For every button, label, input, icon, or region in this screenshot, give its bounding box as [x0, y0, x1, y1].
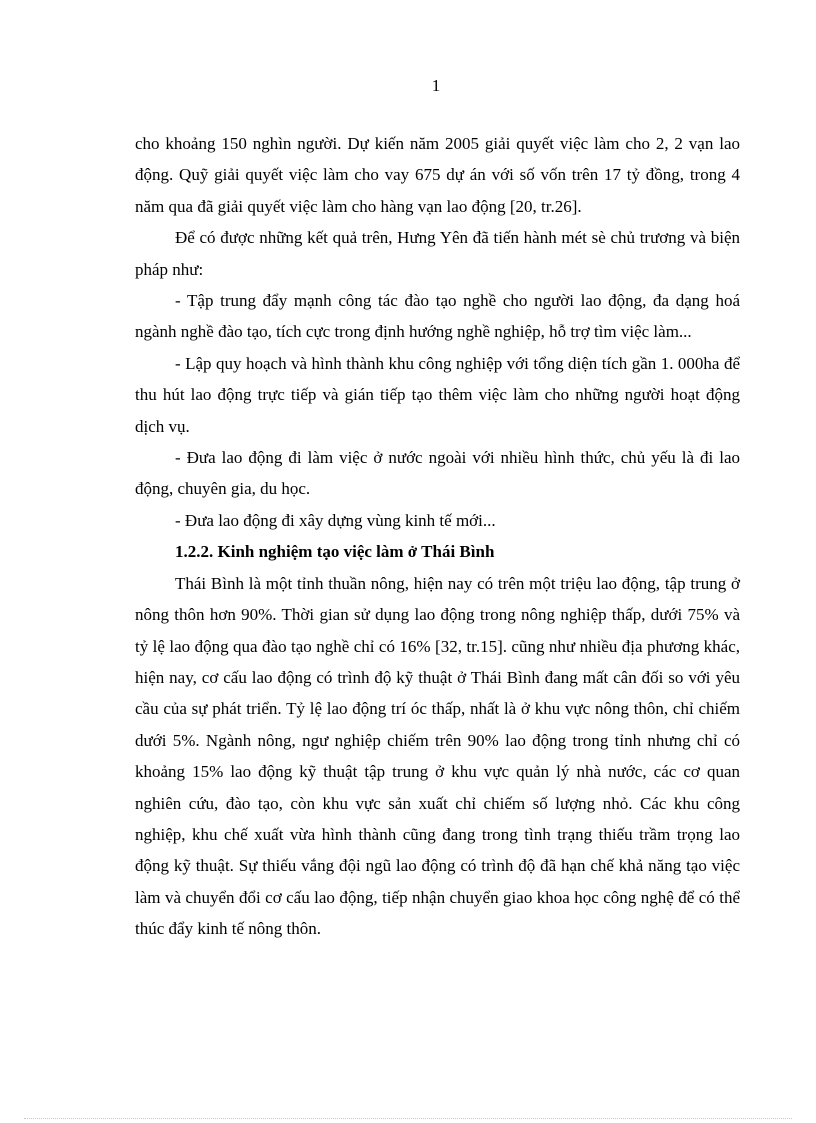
list-item-training: - Tập trung đẩy mạnh công tác đào tạo nghề cho người lao động, đa dạng hoá ngành nghề đào tạo, tích cực trong định hướng nghề nghiệp, hỗ trợ tìm việc làm...: [135, 291, 740, 342]
list-item-overseas-labor: - Đưa lao động đi làm việc ở nước ngoài với nhiều hình thức, chủ yếu là đi lao động, chuyên gia, du học.: [135, 448, 740, 499]
paragraph-continuation: cho khoảng 150 nghìn người. Dự kiến năm 2005 giải quyết việc làm cho 2, 2 vạn lao động. Quỹ giải quyết việc làm cho vay 675 dự án với số vốn trên 17 tỷ đồng, trong 4 năm qua đã giải quyết việc làm cho hàng vạn lao động [20, tr.26].: [135, 134, 740, 216]
list-item-new-economic-zone: - Đưa lao động đi xây dựng vùng kinh tế mới...: [175, 510, 496, 530]
list-item-industrial-zone: - Lập quy hoạch và hình thành khu công nghiệp với tổng diện tích gần 1. 000ha để thu hút lao động trực tiếp và gián tiếp tạo thêm việc làm cho những người hoạt động dịch vụ.: [135, 353, 740, 436]
page-bottom-divider: [24, 1118, 792, 1119]
paragraph-intro-measures: Để có được những kết quả trên, Hưng Yên đã tiến hành mét sè chủ trương và biện pháp như:: [135, 228, 740, 279]
section-heading: 1.2.2. Kinh nghiệm tạo việc làm ở Thái Bình: [175, 542, 495, 562]
document-body: [135, 128, 740, 945]
page-number: 1: [431, 76, 441, 95]
section-body-paragraph: Thái Bình là một tỉnh thuần nông, hiện nay có trên một triệu lao động, tập trung ở nông thôn hơn 90%. Thời gian sử dụng lao động trong nông nghiệp thấp, dưới 75% và tỷ lệ lao động qua đào tạo nghề chỉ có 16% [32, tr.15]. cũng như nhiều địa phương khác, hiện nay, cơ cấu lao động có trình độ kỹ thuật ở Thái Bình đang mất cân đối so với yêu cầu của sự phát triển. Tỷ lệ lao động trí óc thấp, nhất là ở khu vực nông thôn, chỉ chiếm dưới 5%. Ngành nông, ngư nghiệp chiếm trên 90% lao động trong tỉnh nhưng chỉ có khoảng 15% lao động kỹ thuật tập trung ở khu vực quản lý nhà nước, các cơ quan nghiên cứu, đào tạo, còn khu vực sản xuất chỉ chiếm số lượng nhỏ. Các khu công nghiệp, khu chế xuất vừa hình thành cũng đang trong tình trạng thiếu trầm trọng lao động kỹ thuật. Sự thiếu vắng đội ngũ lao động có trình độ đã hạn chế khả năng tạo việc làm và chuyển đổi cơ cấu lao động, tiếp nhận chuyển giao khoa học công nghệ để có thể thúc đẩy kinh tế nông thôn.: [135, 573, 740, 939]
